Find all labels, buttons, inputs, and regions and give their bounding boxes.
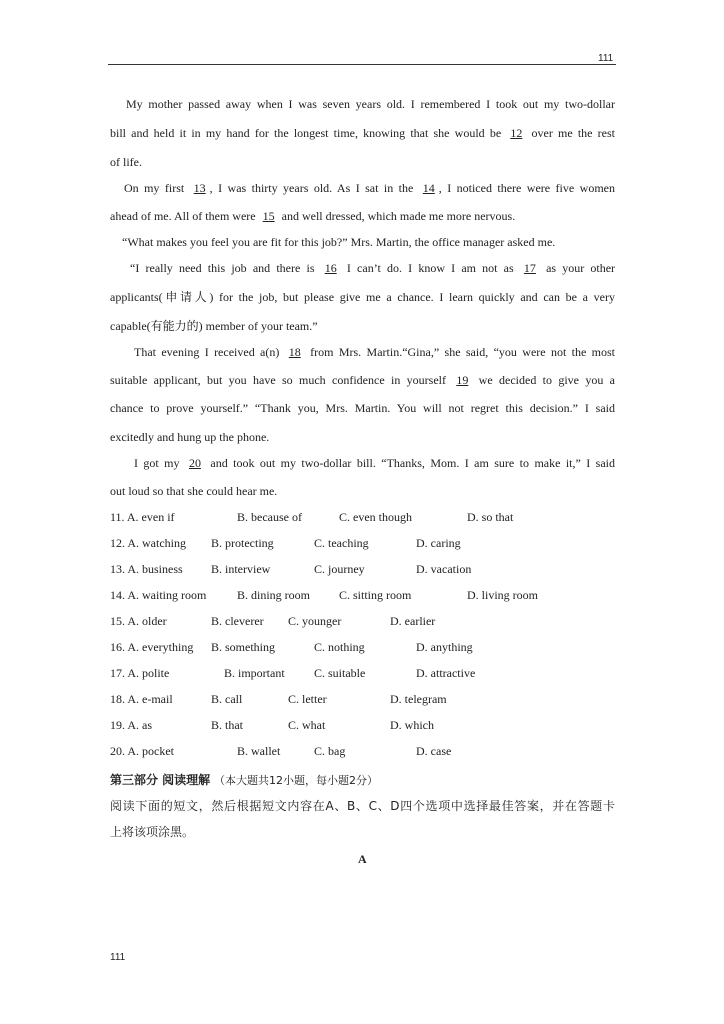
passage-line: chance to prove yourself.” “Thank you, Mrs. Martin. You will not regret this decision.” I said <box>110 401 615 415</box>
passage-line: bill and held it in my hand for the longest time, knowing that she would be 12 over me the rest <box>110 126 615 140</box>
option-row: 11. A. even if B. because of C. even though D. so that <box>110 510 514 524</box>
option-row: 20. A. pocket B. wallet C. bag D. case <box>110 744 452 758</box>
section-instructions: 上将该项涂黑。 <box>110 825 195 839</box>
passage-line: I got my 20 and took out my two-dollar bill. “Thanks, Mom. I am sure to make it,” I said <box>134 456 616 470</box>
footer-page-number: 111 <box>110 952 126 963</box>
blank-17: 17 <box>523 261 536 275</box>
passage-line: That evening I received a(n) 18 from Mrs. Martin.“Gina,” she said, “you were not the most <box>134 345 616 359</box>
section-title: 第三部分 阅读理解 <box>110 773 211 787</box>
passage-line: out loud so that she could hear me. <box>110 484 278 498</box>
blank-14: 14 <box>422 181 435 195</box>
blank-19: 19 <box>456 373 469 387</box>
option-row: 19. A. as B. that C. what D. which <box>110 718 434 732</box>
blank-12: 12 <box>510 126 523 140</box>
passage-line: On my first 13 , I was thirty years old. As I sat in the 14 , I noticed there were five women <box>124 181 615 195</box>
blank-16: 16 <box>324 261 337 275</box>
passage-line: excitedly and hung up the phone. <box>110 430 270 444</box>
option-row: 17. A. polite B. important C. suitable D. attractive <box>110 666 476 680</box>
passage-line: of life. <box>110 155 142 169</box>
passage-line: capable(有能力的) member of your team.” <box>110 319 318 333</box>
option-row: 13. A. business B. interview C. journey D. vacation <box>110 562 472 576</box>
blank-20: 20 <box>188 456 201 470</box>
passage-line: applicants(申请人) for the job, but please give me a chance. I learn quickly and can be a very <box>110 290 615 304</box>
passage-line: “What makes you feel you are fit for this job?” Mrs. Martin, the office manager asked me. <box>122 235 556 249</box>
blank-18: 18 <box>288 345 301 359</box>
passage-line: My mother passed away when I was seven years old. I remembered I took out my two-dollar <box>126 97 615 111</box>
passage-line: “I really need this job and there is 16 I can’t do. I know I am not as 17 as your other <box>130 261 616 275</box>
part-label: A <box>358 852 367 866</box>
header-page-number: 111 <box>598 53 614 64</box>
option-row: 16. A. everything B. something C. nothing D. anything <box>110 640 473 654</box>
blank-13: 13 <box>193 181 206 195</box>
section-note: （本大题共12小题，每小题2分） <box>214 774 379 787</box>
option-row: 18. A. e-mail B. call C. letter D. telegram <box>110 692 447 706</box>
passage-line: ahead of me. All of them were 15 and well dressed, which made me more nervous. <box>110 209 516 223</box>
option-row: 15. A. older B. cleverer C. younger D. earlier <box>110 614 436 628</box>
section-heading <box>110 771 378 788</box>
blank-15: 15 <box>262 209 275 223</box>
option-row: 14. A. waiting room B. dining room C. sitting room D. living room <box>110 588 538 602</box>
section-instructions: 阅读下面的短文，然后根据短文内容在A、B、C、D四个选项中选择最佳答案，并在答题卡 <box>110 799 615 813</box>
header-rule <box>108 64 616 65</box>
passage-line: suitable applicant, but you have so much confidence in yourself 19 we decided to give you a <box>110 373 616 387</box>
option-row: 12. A. watching B. protecting C. teaching D. caring <box>110 536 461 550</box>
